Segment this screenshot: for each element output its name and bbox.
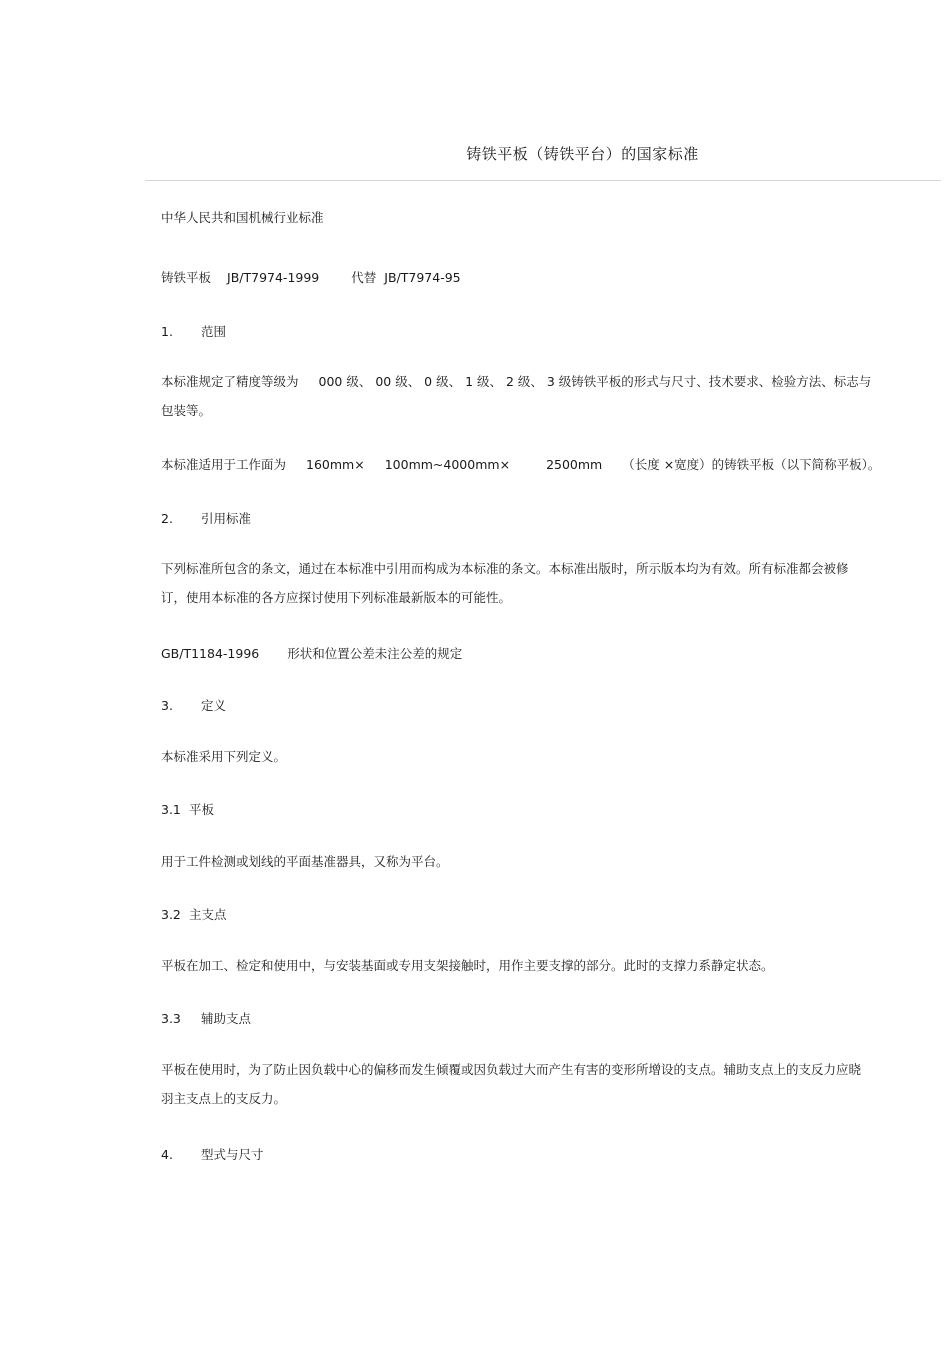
reference-code: GB/T1184-1996: [161, 646, 260, 661]
section-title: 主支点: [189, 907, 227, 922]
title-divider: [145, 180, 941, 181]
standard-code: JB/T7974-1999: [227, 270, 320, 285]
section-number: 3.1: [161, 802, 181, 817]
replaced-code: JB/T7974-95: [384, 270, 461, 285]
size-prefix: 本标准适用于工作面为: [161, 457, 287, 472]
scope-prefix: 本标准规定了精度等级为: [161, 374, 299, 389]
times-sign: ×: [499, 457, 511, 472]
section-3-3-heading: [161, 1011, 251, 1027]
section-title: 平板: [189, 802, 215, 817]
section-3-heading: [161, 698, 226, 714]
section-3-1-heading: [161, 802, 214, 818]
scope-paragraph-1: [161, 367, 896, 425]
standard-name: 铸铁平板: [161, 270, 212, 285]
scope-line2: 包装等。: [161, 403, 212, 418]
section-title: 型式与尺寸: [201, 1147, 264, 1162]
section-number: 3.3: [161, 1011, 181, 1026]
issuing-body: 中华人民共和国机械行业标准: [161, 210, 324, 225]
section-3-2-heading: [161, 907, 227, 923]
reference-paragraph: 下列标准所包含的条文，通过在本标准中引用而构成为本标准的条文。本标准出版时，所示版本均为有效。所有标准都会被修订，使用本标准的各方应探讨使用下列标准最新版本的可能性。: [161, 561, 849, 605]
reference-entry: [161, 646, 462, 662]
size-b: 100mm~4000mm: [384, 457, 500, 472]
scope-grades: 000 级、 00 级、 0 级、 1 级、 2 级、 3 级铸铁平板的形式与尺寸、技术要求、检验方法、标志与: [318, 374, 872, 389]
section-number: 1.: [161, 324, 173, 339]
times-sign: ×: [354, 457, 365, 472]
replace-label: 代替: [351, 270, 377, 285]
definition-plate: 用于工件检测或划线的平面基准器具，又称为平台。: [161, 854, 449, 869]
section-2-heading: [161, 511, 251, 527]
section-title: 引用标准: [201, 511, 252, 526]
document-title: 铸铁平板（铸铁平台）的国家标准: [466, 145, 699, 163]
size-a: 160mm: [306, 457, 355, 472]
reference-title: 形状和位置公差未注公差的规定: [287, 646, 463, 661]
section-title: 范围: [201, 324, 227, 339]
definitions-intro: 本标准采用下列定义。: [161, 749, 287, 764]
scope-paragraph-2: [161, 457, 880, 473]
section-4-heading: [161, 1147, 264, 1163]
definition-auxiliary-support: 平板在使用时，为了防止因负载中心的偏移而发生倾覆或因负载过大而产生有害的变形所增设的支点。辅助支点上的支反力应晓羽主支点上的支反力。: [161, 1062, 862, 1106]
section-number: 3.2: [161, 907, 181, 922]
section-number: 2.: [161, 511, 173, 526]
definition-main-support: 平板在加工、检定和使用中，与安装基面或专用支架接触时，用作主要支撑的部分。此时的支撑力系静定状态。: [161, 958, 774, 973]
section-title: 辅助支点: [201, 1011, 252, 1026]
section-number: 4.: [161, 1147, 173, 1162]
size-c: 2500mm: [546, 457, 603, 472]
section-number: 3.: [161, 698, 173, 713]
size-suffix: （长度 ×宽度）的铸铁平板（以下简称平板）。: [622, 457, 881, 472]
section-1-heading: [161, 324, 226, 340]
section-title: 定义: [201, 698, 227, 713]
standard-designation: [161, 270, 461, 286]
